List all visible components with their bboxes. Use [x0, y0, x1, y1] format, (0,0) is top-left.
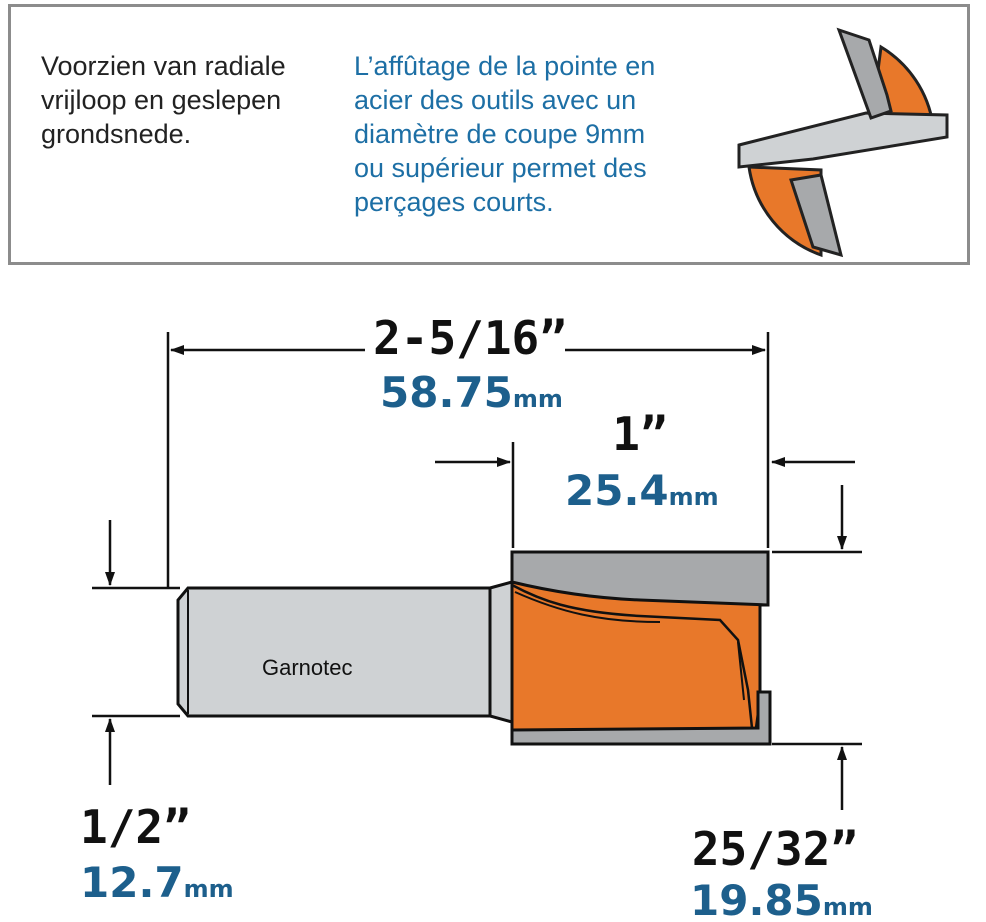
overall-length-inch: 2-5/16”	[373, 311, 567, 365]
cutting-length-inch: 1”	[612, 407, 668, 461]
shank-diameter-mm: 12.7mm	[80, 858, 234, 907]
overall-length-mm: 58.75mm	[380, 368, 563, 417]
shank-diameter-inch: 1/2”	[80, 800, 191, 854]
description-french: L’affûtage de la pointe en acier des outils avec un diamètre de coupe 9mm ou supérieur permet des perçages courts.	[354, 51, 656, 217]
cutting-length-mm: 25.4mm	[565, 466, 719, 515]
cutting-diameter-mm: 19.85mm	[690, 876, 873, 922]
brand-label: Garnotec	[262, 655, 353, 680]
cutting-diameter-inch: 25/32”	[691, 822, 858, 876]
shank	[178, 582, 512, 722]
cutter-head	[512, 552, 770, 744]
description-dutch: Voorzien van radiale vrijloop en geslepen grondsnede.	[41, 51, 286, 149]
